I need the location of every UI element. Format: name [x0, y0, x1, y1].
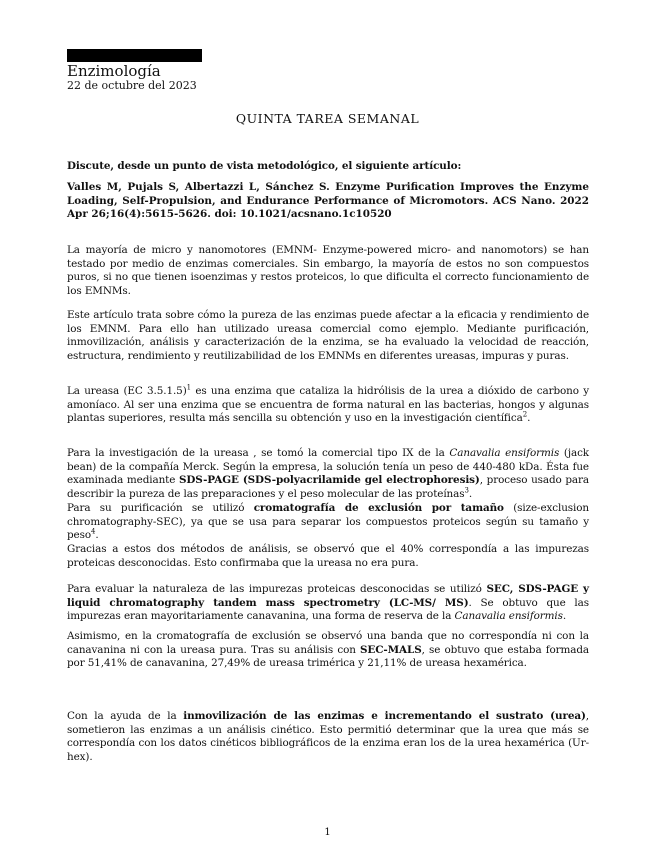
page-number: 1: [324, 827, 331, 838]
paragraph-ureasa: La ureasa (EC 3.5.1.5)$^1$ es una enzima que cataliza la hidrólisis de la urea a dióxido de carbono y amoníaco. Al ser una enzima que se encuentra de forma natural en las bacterias, hongos y algunas plantas superiores, resulta más sencilla su obtención y uso en la investigación científica$^2$.: [67, 383, 589, 425]
paragraph-impurities: Para evaluar la naturaleza de las impurezas proteicas desconocidas se utilizó SEC, SDS-PAGE y liquid chromatography tandem mass spectrometry (LC-MS/ MS). Se obtuvo que las impurezas eran mayoritariamente canavanina, una forma de reserva de la Canavalia ensiformis.: [67, 583, 589, 623]
paragraph-kinetics: Con la ayuda de la inmovilización de las enzimas e incrementando el sustrato (urea), sometieron las enzimas a un análisis cinético. Esto permitió determinar que la urea que más se correspondía con los datos cinéticos bibliográficos de la enzima eran los de la urea hexamérica (Ur-hex).: [67, 710, 589, 764]
paragraph-summary: Este artículo trata sobre cómo la pureza de las enzimas puede afectar a la eficacia y rendimiento de los EMNM. Para ello han utilizado ureasa comercial como ejemplo. Mediante purificación, inmovilización, análisis y caracterización de la enzima, se ha evaluado la velocidad de reacción, estructura, rendimiento y reutilizabilidad de los EMNMs en diferentes ureasas, impuras y puras.: [67, 309, 589, 363]
paragraph-intro: La mayoría de micro y nanomotores (EMNM- Enzyme-powered micro- and nanomotors) se han testado por medio de enzimas comerciales. Sin embargo, la mayoría de estos no son compuestos puros, si no que tienen isoenzimas y restos proteicos, lo que dificulta el correcto funcionamiento de los EMNMs.: [67, 244, 589, 298]
paragraph-sec-mals: Asimismo, en la cromatografía de exclusión se observó una banda que no correspondía ni con la canavanina ni con la ureasa pura. Tras su análisis con SEC-MALS, se obtuvo que estaba formada por 51,41% de canavanina, 27,49% de ureasa trimérica y 21,11% de ureasa hexamérica.: [67, 630, 590, 670]
article-reference: Valles M, Pujals S, Albertazzi L, Sánchez S. Enzyme Purification Improves the Enzyme Loading, Self-Propulsion, and Endurance Performance of Micromotors. ACS Nano. 2022 Apr 26;16(4):5615-5626. doi: 10.1021/acsnano.1c10520: [67, 181, 589, 221]
date: 22 de octubre del 2023: [67, 79, 197, 92]
prompt: Discute, desde un punto de vista metodológico, el siguiente artículo:: [67, 160, 462, 172]
redacted-name-bar: [67, 49, 202, 62]
course-name: Enzimología: [67, 62, 161, 80]
paragraph-investigation: Para la investigación de la ureasa , se tomó la comercial tipo IX de la Canavalia ensiformis (jack bean) de la compañía Merck. Según la empresa, la solución tenía un peso de 440-480 kDa. Ésta fue examinada mediante SDS-PAGE (SDS-polyacrilamide gel electrophoresis), proceso usado para describir la pureza de las preparaciones y el peso molecular de las proteínas$^3$. Para su purificación se utilizó cromatografía de exclusión por tamaño (size-exclusion chromatography-SEC), ya que se usa para separar los compuestos proteicos según su tamaño y peso$^4$. Gracias a estos dos métodos de análisis, se observó que el 40% correspondía a las impurezas proteicas desconocidas. Esto confirmaba que la ureasa no era pura.: [67, 447, 589, 569]
page-title: QUINTA TAREA SEMANAL: [235, 111, 420, 126]
